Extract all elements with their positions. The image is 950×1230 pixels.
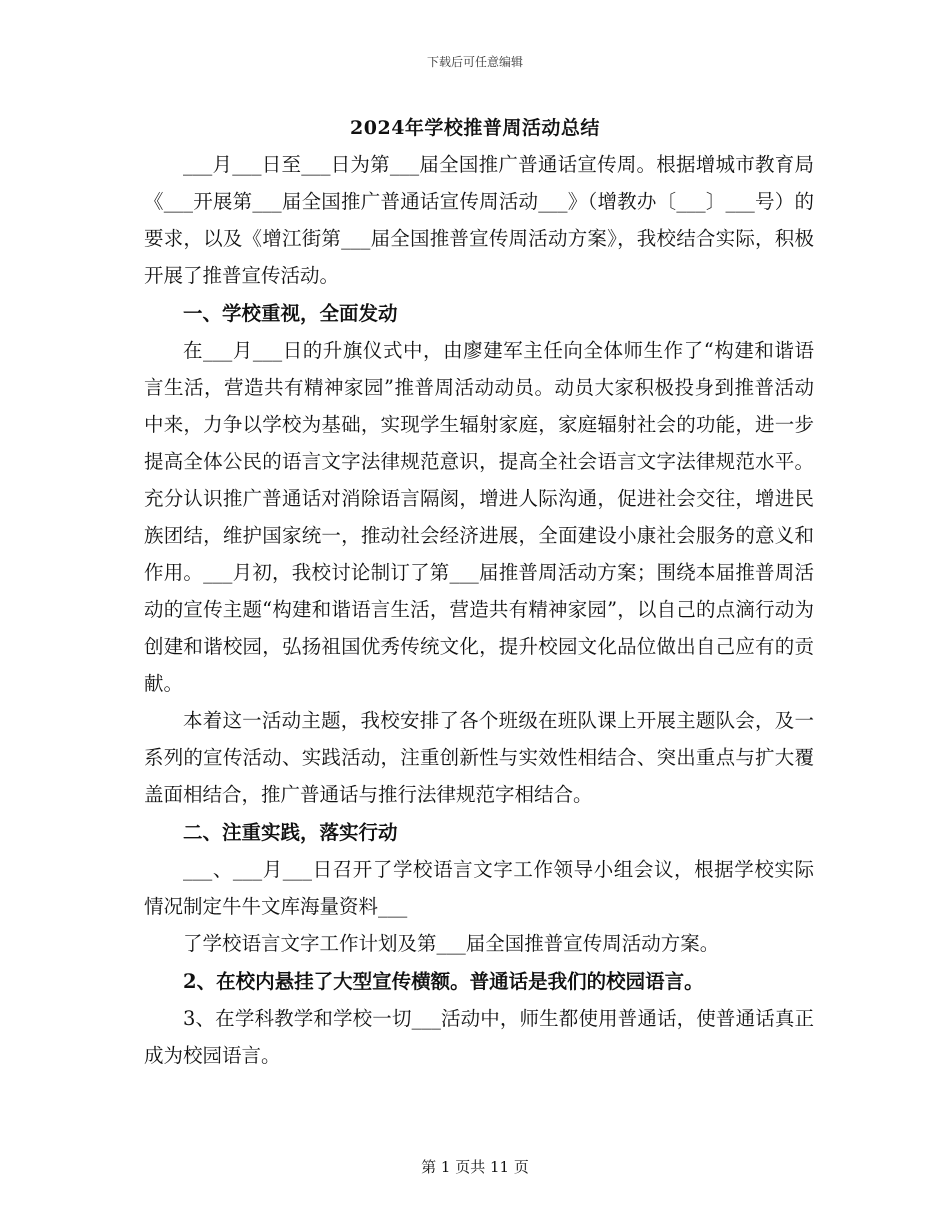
body-paragraph: 在___月___日的升旗仪式中，由廖建军主任向全体师生作了“构建和谐语言生活，营造共有精神家园”推普周活动动员。动员大家积极投身到推普活动中来，力争以学校为基础，实现学生辐射家庭，家庭辐射社会的功能，进一步提高全体公民的语言文字法律规范意识，提高全社会语言文字法律规范水平。充分认识推广普通话对消除语言隔阂，增进人际沟通，促进社会交往，增进民族团结，维护国家统一，推动社会经济进展，全面建设小康社会服务的意义和作用。___月初，我校讨论制订了第___届推普周活动方案；围绕本届推普周活动的宣传主题“构建和谐语言生活，营造共有精神家园”，以自己的点滴行动为创建和谐校园，弘扬祖国优秀传统文化，提升校园文化品位做出自己应有的贡献。 [144,339,814,695]
page-footer: 第 1 页共 11 页 [421,1158,529,1176]
body-paragraph: 本着这一活动主题，我校安排了各个班级在班队课上开展主题队会，及一系列的宣传活动、实践活动，注重创新性与实效性相结合、突出重点与扩大覆盖面相结合，推广普通话与推行法律规范字相结合。 [144,709,814,806]
body-paragraph: 了学校语言文字工作计划及第___届全国推普宣传周活动方案。 [183,932,720,955]
section-heading-2: 二、注重实践，落实行动 [183,821,398,844]
document-title: 2024年学校推普周活动总结 [350,117,600,139]
body-paragraph: ___、___月___日召开了学校语言文字工作领导小组会议，根据学校实际情况制定牛牛文库海量资料___ [144,858,814,918]
section-heading-1: 一、学校重视，全面发动 [183,302,398,325]
page-header: 下载后可任意编辑 [426,55,523,69]
list-item-heading: 2、在校内悬挂了大型宣传横额。普通话是我们的校园语言。 [183,970,704,993]
document-body [144,146,814,1074]
list-item: 3、在学科教学和学校一切___活动中，师生都使用普通话，使普通话真正成为校园语言。 [144,1007,814,1067]
intro-paragraph: ___月___日至___日为第___届全国推广普通话宣传周。根据增城市教育局《___开展第___届全国推广普通话宣传周活动___》（增教办〔___〕___号）的要求，以及《增江街第___届全国推普宣传周活动方案》，我校结合实际，积极开展了推普宣传活动。 [144,153,814,287]
